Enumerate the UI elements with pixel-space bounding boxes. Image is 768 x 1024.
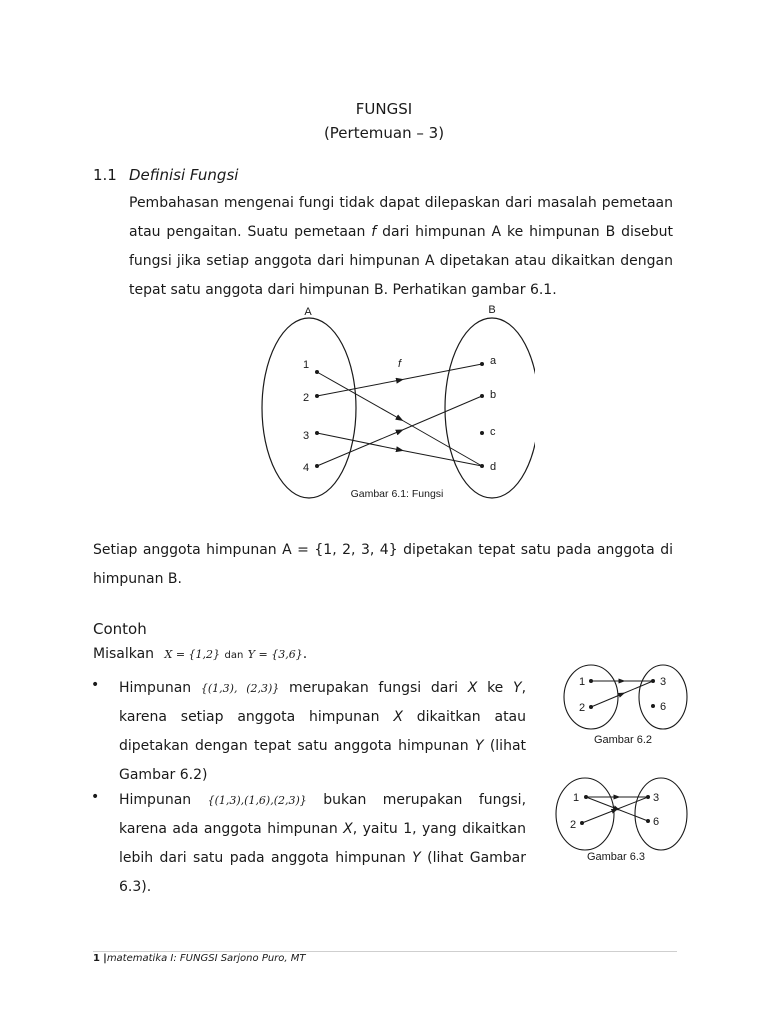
set-a-label: A bbox=[304, 306, 312, 318]
section-heading bbox=[93, 166, 238, 184]
page-title: FUNGSI bbox=[355, 100, 413, 118]
a-item-4: 4 bbox=[303, 462, 310, 474]
svg-text:6: 6 bbox=[653, 816, 660, 828]
section-number: 1.1 bbox=[93, 166, 117, 184]
example-definition: Misalkan X = {1,2} dan Y = {3,6}. bbox=[93, 646, 308, 662]
figure-6-1-caption: Gambar 6.1: Fungsi bbox=[350, 488, 444, 500]
bullet-2-marker: • bbox=[91, 789, 100, 805]
bullet-1-marker: • bbox=[91, 677, 100, 693]
section-name: Definisi Fungsi bbox=[129, 166, 239, 184]
function-label-f: f bbox=[398, 358, 402, 370]
a-item-1: 1 bbox=[303, 359, 310, 371]
svg-text:3: 3 bbox=[660, 676, 667, 688]
svg-text:2: 2 bbox=[570, 819, 577, 831]
arrow-1-d bbox=[317, 372, 400, 419]
b-item-c: c bbox=[490, 426, 496, 438]
svg-text:3: 3 bbox=[653, 792, 660, 804]
svg-text:1: 1 bbox=[573, 792, 580, 804]
svg-text:1: 1 bbox=[579, 676, 586, 688]
b-item-b: b bbox=[490, 389, 497, 401]
b-item-a: a bbox=[490, 355, 497, 367]
arrow-3-d bbox=[317, 433, 400, 450]
page-footer: 1 |matematika I: FUNGSI Sarjono Puro, MT bbox=[93, 953, 306, 964]
bullet-1-text: Himpunan {(1,3), (2,3)} merupakan fungsi dari X ke Y, karena setiap anggota himpunan X dikaitkan atau dipetakan dengan tepat satu anggota himpunan Y (lihat Gambar 6.2) bbox=[119, 680, 527, 783]
bullet-2-text: Himpunan {(1,3),(1,6),(2,3)} bukan merupakan fungsi, karena ada anggota himpunan X, yaitu 1, yang dikaitkan lebih dari satu pada anggota himpunan Y (lihat Gambar 6.3). bbox=[119, 792, 527, 895]
example-heading: Contoh bbox=[93, 620, 147, 638]
page-subtitle: (Pertemuan – 3) bbox=[323, 124, 445, 142]
b-item-d: d bbox=[490, 461, 497, 473]
statement-paragraph: Setiap anggota himpunan A = {1, 2, 3, 4} dipetakan tepat satu pada anggota di himpunan B. bbox=[93, 542, 673, 587]
arrow-2-a bbox=[317, 380, 400, 396]
a-item-3: 3 bbox=[303, 430, 310, 442]
svg-text:2: 2 bbox=[579, 702, 586, 714]
a-item-2: 2 bbox=[303, 392, 310, 404]
figure-6-2-caption: Gambar 6.2 bbox=[593, 734, 653, 746]
figure-6-1-mapping-diagram bbox=[255, 300, 535, 510]
figure-6-3-mapping-diagram bbox=[550, 776, 690, 868]
figure-6-2-mapping-diagram bbox=[560, 660, 690, 750]
figure-6-3-caption: Gambar 6.3 bbox=[586, 851, 646, 863]
footer-divider bbox=[93, 951, 677, 952]
page-number: 1 bbox=[93, 953, 100, 964]
svg-text:6: 6 bbox=[660, 701, 667, 713]
footer-text: matematika I: FUNGSI Sarjono Puro, MT bbox=[106, 953, 306, 964]
set-b-label: B bbox=[488, 304, 496, 316]
arrow-4-b bbox=[317, 431, 400, 466]
intro-paragraph: Pembahasan mengenai fungi tidak dapat dilepaskan dari masalah pemetaan atau pengaitan. Suatu pemetaan f dari himpunan A ke himpunan B disebut fungsi jika setiap anggota dari himpunan A dipetakan atau dikaitkan dengan tepat satu anggota dari himpunan B. Perhatikan gambar 6.1. bbox=[129, 195, 674, 298]
